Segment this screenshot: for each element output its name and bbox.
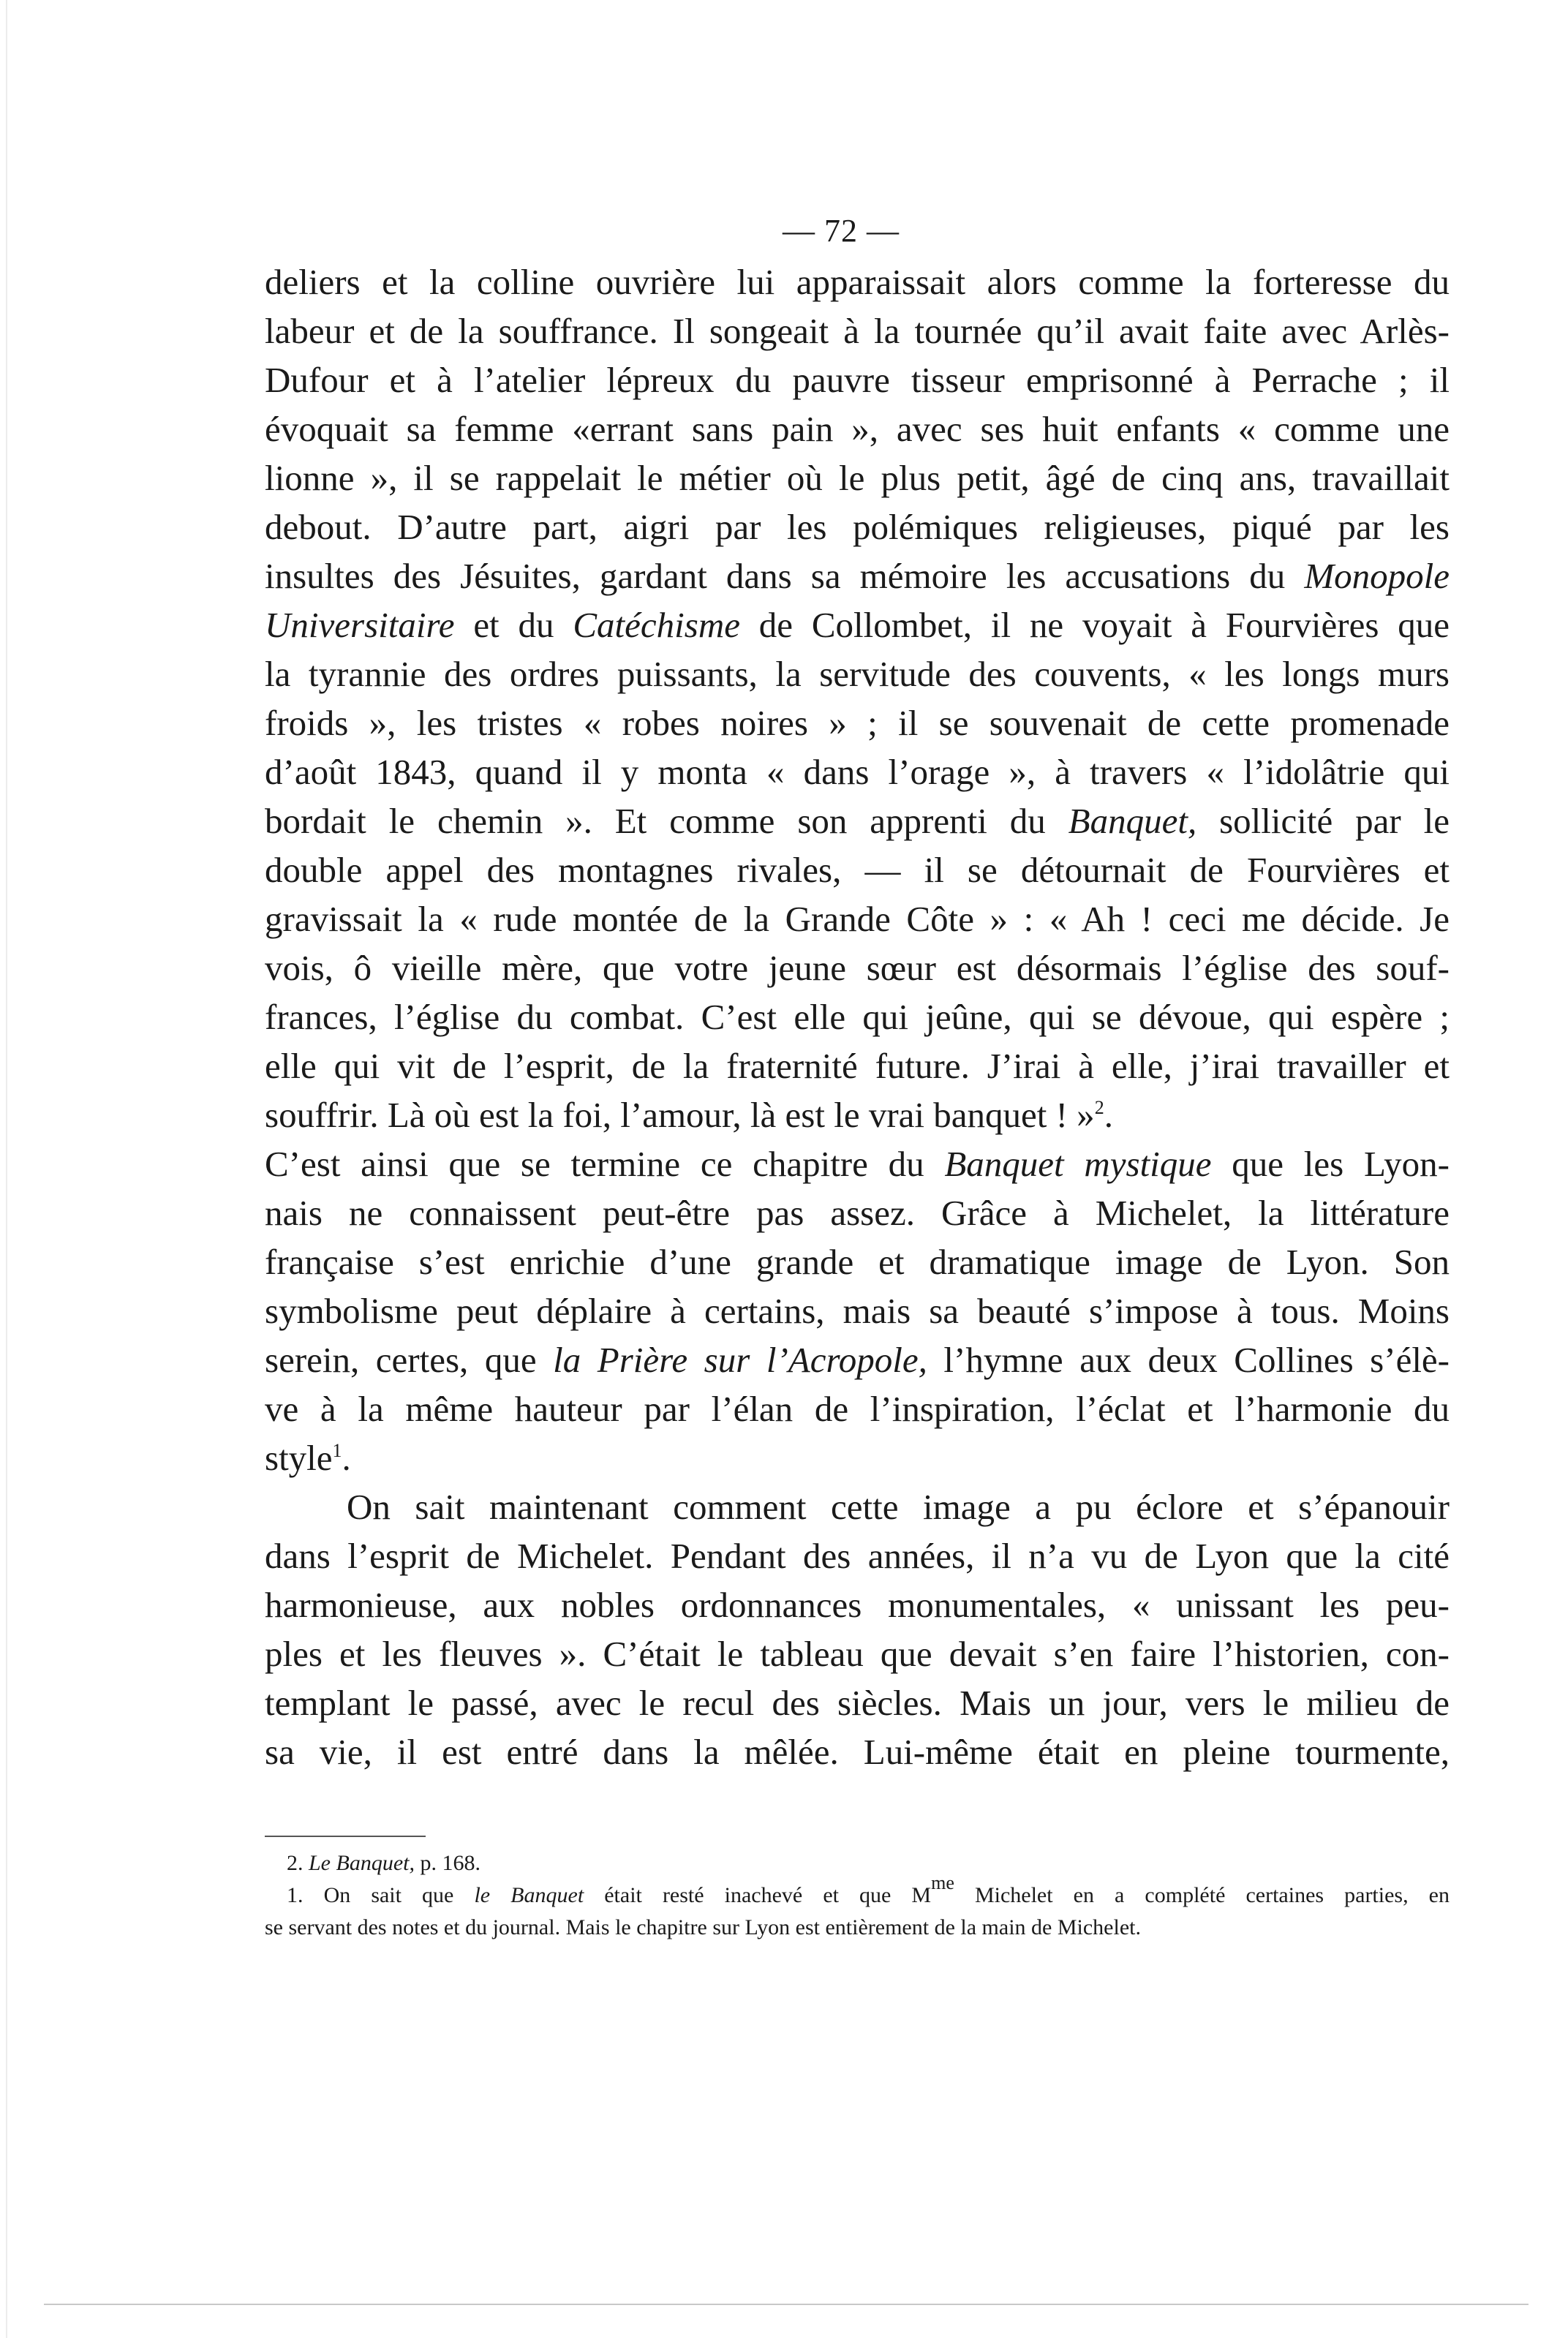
italic-text: Universitaire [265, 605, 455, 645]
text-line [265, 551, 1450, 600]
footnote-marker: 2 [1094, 1097, 1104, 1118]
text-segment: dans l’esprit de Michelet. Pendant des années, il n’a vu de Lyon que la cité [265, 1536, 1450, 1576]
text-segment: nais ne connaissent peut-être pas assez. Grâce à Michelet, la littérature [265, 1193, 1450, 1233]
text-line [265, 992, 1450, 1041]
text-segment: . [1104, 1095, 1113, 1135]
italic-text: Le Banquet, [309, 1851, 415, 1875]
text-line [265, 1237, 1450, 1286]
text-segment: style [265, 1438, 333, 1478]
text-segment: bordait le chemin ». Et comme son apprenti du [265, 801, 1068, 841]
text-line [265, 1384, 1450, 1433]
text-line [265, 894, 1450, 943]
text-segment: deliers et la colline ouvrière lui apparaissait alors comme la forteresse du [265, 262, 1450, 302]
footnote-line [265, 1847, 1450, 1879]
text-segment: que les Lyon- [1211, 1144, 1450, 1184]
text-segment: ples et les fleuves ». C’était le tableau que devait s’en faire l’historien, con- [265, 1634, 1450, 1674]
text-segment: française s’est enrichie d’une grande et dramatique image de Lyon. Son [265, 1242, 1450, 1282]
italic-text: la Prière sur l’Acropole, [553, 1340, 927, 1380]
text-line [265, 1286, 1450, 1335]
text-line [265, 502, 1450, 551]
text-segment: évoquait sa femme «errant sans pain », avec ses huit enfants « comme une [265, 409, 1450, 449]
footnote-marker: me [931, 1872, 954, 1893]
footnote-line [265, 1912, 1450, 1944]
text-segment: de Collombet, il ne voyait à Fourvières que [739, 605, 1450, 645]
text-segment: . [342, 1438, 351, 1478]
text-segment: double appel des montagnes rivales, — il se détournait de Fourvières et [265, 850, 1450, 890]
text-line [265, 1335, 1450, 1384]
scan-bottom-edge [44, 2304, 1529, 2305]
text-line [265, 306, 1450, 355]
text-line [265, 943, 1450, 992]
text-segment: l’hymne aux deux Collines s’élè- [927, 1340, 1450, 1380]
text-line [265, 1727, 1450, 1776]
text-segment: lionne », il se rappelait le métier où le plus petit, âgé de cinq ans, travaillait [265, 458, 1450, 498]
text-line [265, 698, 1450, 747]
text-line [265, 1531, 1450, 1580]
page-number: — 72 — [783, 213, 900, 249]
text-segment: sollicité par le [1196, 801, 1450, 841]
text-segment: harmonieuse, aux nobles ordonnances monumentales, « unissant les peu- [265, 1585, 1450, 1625]
text-line [265, 1139, 1450, 1188]
body-text [265, 257, 1450, 1776]
text-line [265, 355, 1450, 404]
footnote-marker: 1 [332, 1440, 342, 1461]
text-line [265, 257, 1450, 306]
text-segment: d’août 1843, quand il y monta « dans l’orage », à travers « l’idolâtrie qui [265, 752, 1450, 792]
italic-text: Banquet mystique [944, 1144, 1212, 1184]
text-line [265, 600, 1450, 649]
text-segment: froids », les tristes « robes noires » ; il se souvenait de cette promenade [265, 703, 1450, 743]
italic-text: Banquet, [1068, 801, 1197, 841]
text-segment: debout. D’autre part, aigri par les polémiques religieuses, piqué par les [265, 507, 1450, 547]
text-segment: et du [454, 605, 573, 645]
text-segment: templant le passé, avec le recul des siècles. Mais un jour, vers le milieu de [265, 1683, 1450, 1723]
scan-left-edge [6, 0, 7, 2338]
text-line [265, 747, 1450, 796]
text-line [265, 1433, 1450, 1482]
text-line [265, 1090, 1450, 1139]
text-segment: gravissait la « rude montée de la Grande Côte » : « Ah ! ceci me décide. Je [265, 899, 1450, 939]
text-line [265, 1629, 1450, 1678]
text-segment: frances, l’église du combat. C’est elle qui jeûne, qui se dévoue, qui espère ; [265, 997, 1450, 1037]
text-line [265, 649, 1450, 698]
text-segment: 1. On sait que [287, 1883, 475, 1907]
text-line [265, 453, 1450, 502]
text-line [265, 404, 1450, 453]
text-line [265, 796, 1450, 845]
text-segment: elle qui vit de l’esprit, de la fraternité future. J’irai à elle, j’irai travailler et [265, 1046, 1450, 1086]
italic-text: Catéchisme [573, 605, 740, 645]
text-segment: se servant des notes et du journal. Mais le chapitre sur Lyon est entièrement de la main de Michelet. [265, 1915, 1141, 1939]
text-segment: serein, certes, que [265, 1340, 554, 1380]
text-line [265, 1482, 1450, 1531]
text-segment: symbolisme peut déplaire à certains, mais sa beauté s’impose à tous. Moins [265, 1291, 1450, 1331]
text-segment: p. 168. [414, 1851, 480, 1875]
italic-text: Monopole [1304, 556, 1450, 596]
text-line [265, 1188, 1450, 1237]
text-segment: était resté inachevé et que M [584, 1883, 932, 1907]
text-line [265, 1041, 1450, 1090]
footnotes [265, 1847, 1450, 1944]
text-segment: On sait maintenant comment cette image a pu éclore et s’épanouir [347, 1487, 1450, 1527]
text-segment: sa vie, il est entré dans la mêlée. Lui-même était en pleine tourmente, [265, 1732, 1450, 1772]
italic-text: le Banquet [474, 1883, 584, 1907]
text-segment: souffrir. Là où est la foi, l’amour, là est le vrai banquet ! » [265, 1095, 1095, 1135]
text-segment: insultes des Jésuites, gardant dans sa mémoire les accusations du [265, 556, 1305, 596]
footnote-separator [265, 1836, 426, 1837]
text-segment: la tyrannie des ordres puissants, la servitude des couvents, « les longs murs [265, 654, 1450, 694]
text-segment: ve à la même hauteur par l’élan de l’inspiration, l’éclat et l’harmonie du [265, 1389, 1450, 1429]
text-line [265, 1580, 1450, 1629]
text-line [265, 845, 1450, 894]
text-segment: labeur et de la souffrance. Il songeait à la tournée qu’il avait faite avec Arlès- [265, 311, 1450, 351]
text-segment: 2. [287, 1851, 309, 1875]
text-segment: C’est ainsi que se termine ce chapitre du [265, 1144, 945, 1184]
text-segment: Dufour et à l’atelier lépreux du pauvre tisseur emprisonné à Perrache ; il [265, 360, 1450, 400]
text-line [265, 1678, 1450, 1727]
text-segment: Michelet en a complété certaines parties, en [954, 1883, 1450, 1907]
footnote-line [265, 1872, 1450, 1912]
text-segment: vois, ô vieille mère, que votre jeune sœur est désormais l’église des souf- [265, 948, 1450, 988]
